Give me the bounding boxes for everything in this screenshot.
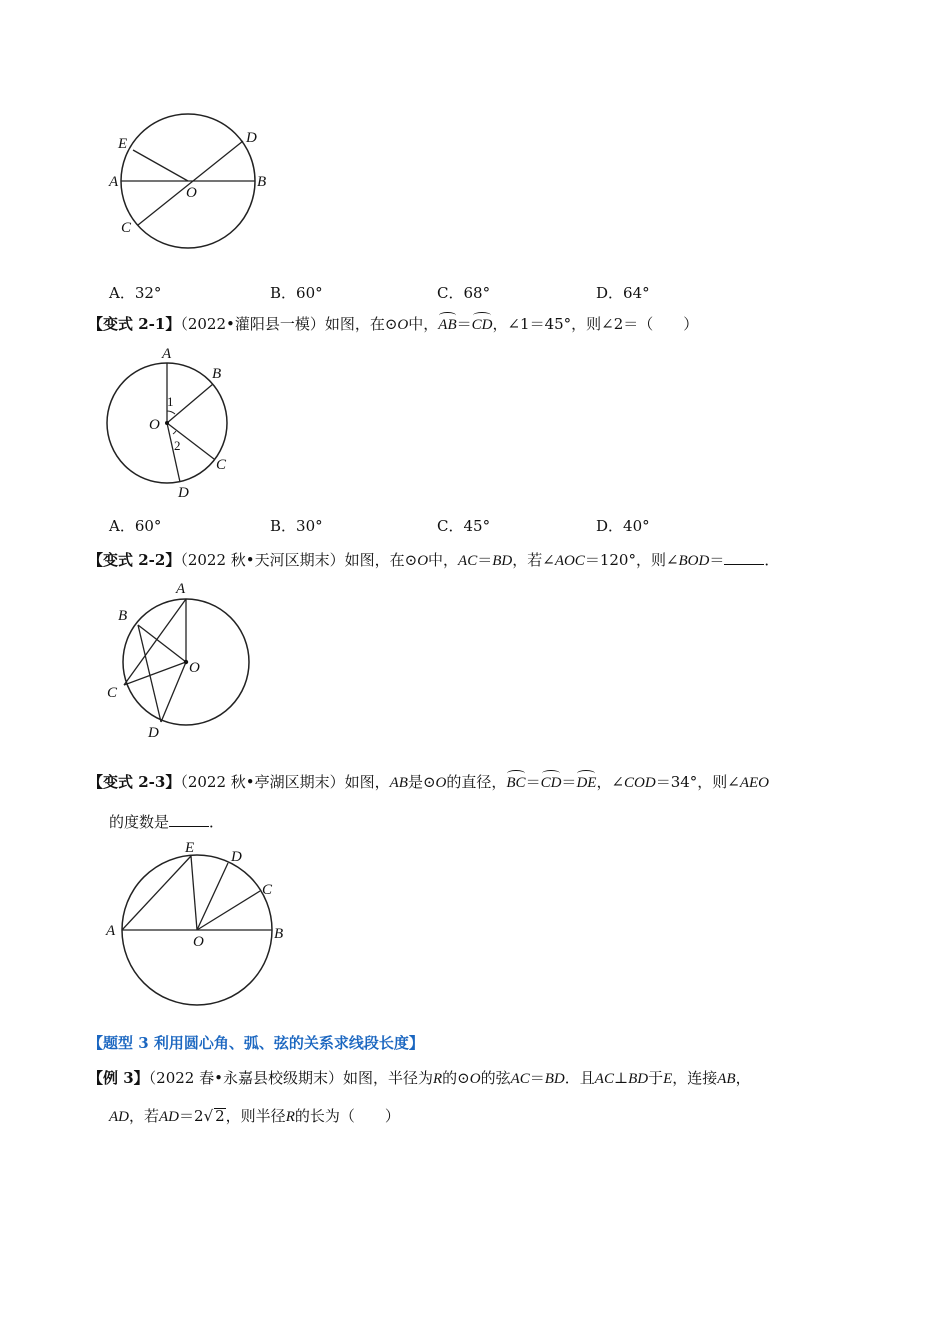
label-b: B — [212, 366, 222, 382]
radius-oe — [191, 856, 197, 930]
line-co — [124, 662, 186, 685]
label-1: 1 — [167, 394, 174, 409]
radius-od — [161, 662, 186, 722]
label-d: D — [246, 130, 257, 146]
question-variant-2-3-line2: 的度数是 ． — [109, 813, 225, 831]
section-title-type-3: 【题型 3 利用圆心角、弧、弦的关系求线段长度】 — [88, 1034, 424, 1052]
label-b: B — [274, 926, 284, 942]
label-a: A — [106, 923, 116, 939]
option-a[interactable]: A．32° — [109, 284, 162, 302]
label-d: D — [148, 725, 159, 741]
label-o: O — [186, 185, 197, 201]
angle-1-mark — [167, 411, 175, 414]
question-example-3: 【例 3】（2022 春•永嘉县校级期末）如图，半径为R的⊙O的弦AC＝BD．且AC⊥BD于E，连接AB， — [88, 1069, 751, 1087]
label-a: A — [109, 174, 119, 190]
label-c: C — [121, 220, 132, 236]
arc-de: DE — [576, 775, 597, 791]
option-d[interactable]: D．64° — [596, 284, 650, 302]
label-o: O — [189, 660, 200, 676]
label-d: D — [231, 849, 242, 865]
center-point — [184, 660, 188, 664]
label-b: B — [257, 174, 267, 190]
option-b[interactable]: B．60° — [270, 284, 323, 302]
label-a: A — [162, 346, 172, 362]
label-c: C — [107, 685, 118, 701]
option-c[interactable]: C．68° — [437, 284, 491, 302]
option-d[interactable]: D．40° — [596, 517, 650, 535]
label-e: E — [118, 136, 128, 152]
question-variant-2-3: 【变式 2-3】（2022 秋•亭湖区期末）如图，AB是⊙O的直径，BC＝CD＝DE，∠COD＝34°，则∠AEO — [88, 773, 770, 791]
question-variant-2-1: 【变式 2-1】（2022•灌阳县一模）如图，在⊙O中，AB＝CD，∠1＝45°，则∠2＝（ ） — [88, 315, 699, 333]
figure-circle-4 — [100, 835, 295, 1010]
arc-ab: AB — [438, 317, 457, 333]
answer-blank[interactable] — [724, 550, 764, 565]
label-o: O — [149, 417, 160, 433]
question-example-3-line2: AD，若AD＝2√ 2，则半径R的长为（ ） — [109, 1107, 400, 1125]
label-d: D — [178, 485, 189, 501]
arc-cd: CD — [540, 775, 562, 791]
option-b[interactable]: B．30° — [270, 517, 323, 535]
option-c[interactable]: C．45° — [437, 517, 491, 535]
option-a[interactable]: A．60° — [109, 517, 162, 535]
label-c: C — [262, 882, 273, 898]
figure-circle-2 — [100, 340, 250, 505]
chord-ac — [124, 599, 186, 685]
label-c: C — [216, 457, 227, 473]
label-b: B — [118, 608, 128, 624]
question-tag: 【例 3】 — [88, 1069, 149, 1087]
arc-bc: BC — [506, 775, 526, 791]
figure-circle-3 — [100, 575, 260, 745]
angle-2-mark — [173, 431, 176, 434]
center-point — [165, 421, 169, 425]
figure-circle-1 — [100, 110, 280, 260]
chord-e-o — [133, 150, 188, 181]
question-tag: 【变式 2-3】 — [88, 773, 181, 791]
label-2: 2 — [174, 438, 181, 453]
sqrt-sign: √ — [203, 1107, 214, 1125]
radius-ob — [167, 384, 213, 423]
question-variant-2-2: 【变式 2-2】（2022 秋•天河区期末）如图，在⊙O中，AC＝BD，若∠AOC＝120°，则∠BOD＝ ． — [88, 551, 780, 569]
label-e: E — [185, 840, 195, 856]
label-a: A — [176, 581, 186, 597]
label-o: O — [193, 934, 204, 950]
answer-blank[interactable] — [169, 812, 209, 827]
question-tag: 【变式 2-2】 — [88, 551, 181, 569]
arc-cd: CD — [471, 317, 493, 333]
chord-c-d — [138, 141, 243, 225]
question-tag: 【变式 2-1】 — [88, 315, 181, 333]
